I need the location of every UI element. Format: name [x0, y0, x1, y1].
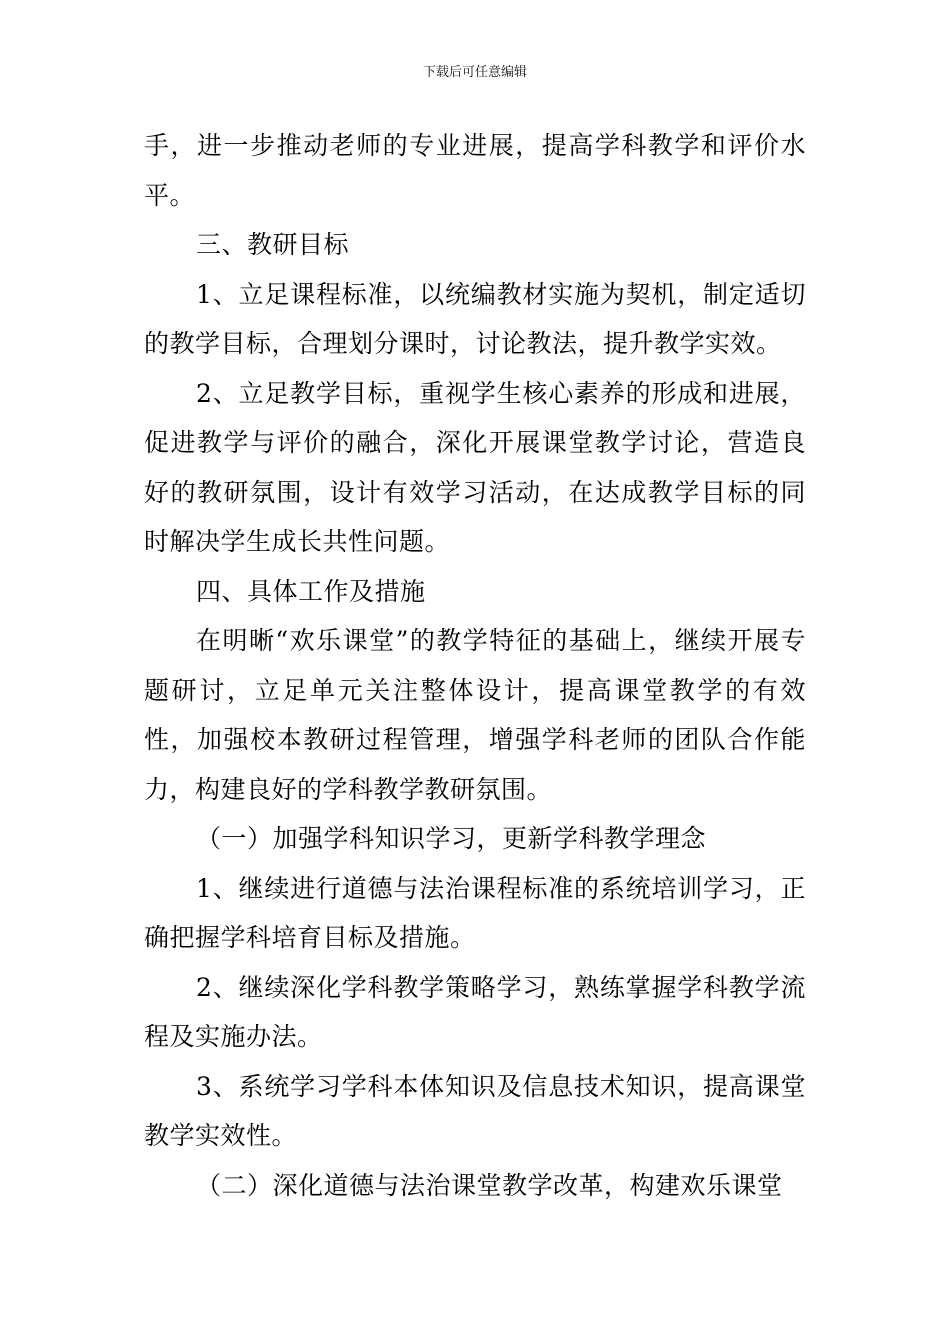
paragraph-item-2: 2、继续深化学科教学策略学习，熟练掌握学科教学流程及实施办法。 [144, 972, 806, 1051]
subsection-heading-2: （二）深化道德与法治课堂教学改革，构建欢乐课堂 [196, 1170, 783, 1200]
section-heading-research-goals: 三、教研目标 [196, 230, 350, 259]
document-body [144, 121, 806, 1210]
subsection-heading-1: （一）加强学科知识学习，更新学科教学理念 [196, 824, 707, 853]
paragraph-measures-intro: 在明晰“欢乐课堂”的教学特征的基础上，继续开展专题研讨，立足单元关注整体设计，提高课堂教学的有效性，加强校本教研过程管理，增强学科老师的团队合作能力，构建良好的学科教学教研氛围。 [144, 626, 806, 804]
header-note: 下载后可任意编辑 [422, 65, 527, 80]
paragraph-item-1: 1、继续进行道德与法治课程标准的系统培训学习，正确把握学科培育目标及措施。 [144, 873, 806, 952]
paragraph-goal-2: 2、立足教学目标，重视学生核心素养的形成和进展，促进教学与评价的融合，深化开展课堂教学讨论，营造良好的教研氛围，设计有效学习活动，在达成教学目标的同时解决学生成长共性问题。 [144, 378, 806, 556]
paragraph-item-3: 3、系统学习学科本体知识及信息技术知识，提高课堂教学实效性。 [144, 1071, 806, 1150]
paragraph-goal-1: 1、立足课程标准，以统编教材实施为契机，制定适切的教学目标，合理划分课时，讨论教法，提升教学实效。 [144, 279, 806, 358]
section-heading-measures: 四、具体工作及措施 [196, 576, 426, 606]
paragraph-continuation: 手，进一步推动老师的专业进展，提高学科教学和评价水平。 [144, 131, 806, 210]
